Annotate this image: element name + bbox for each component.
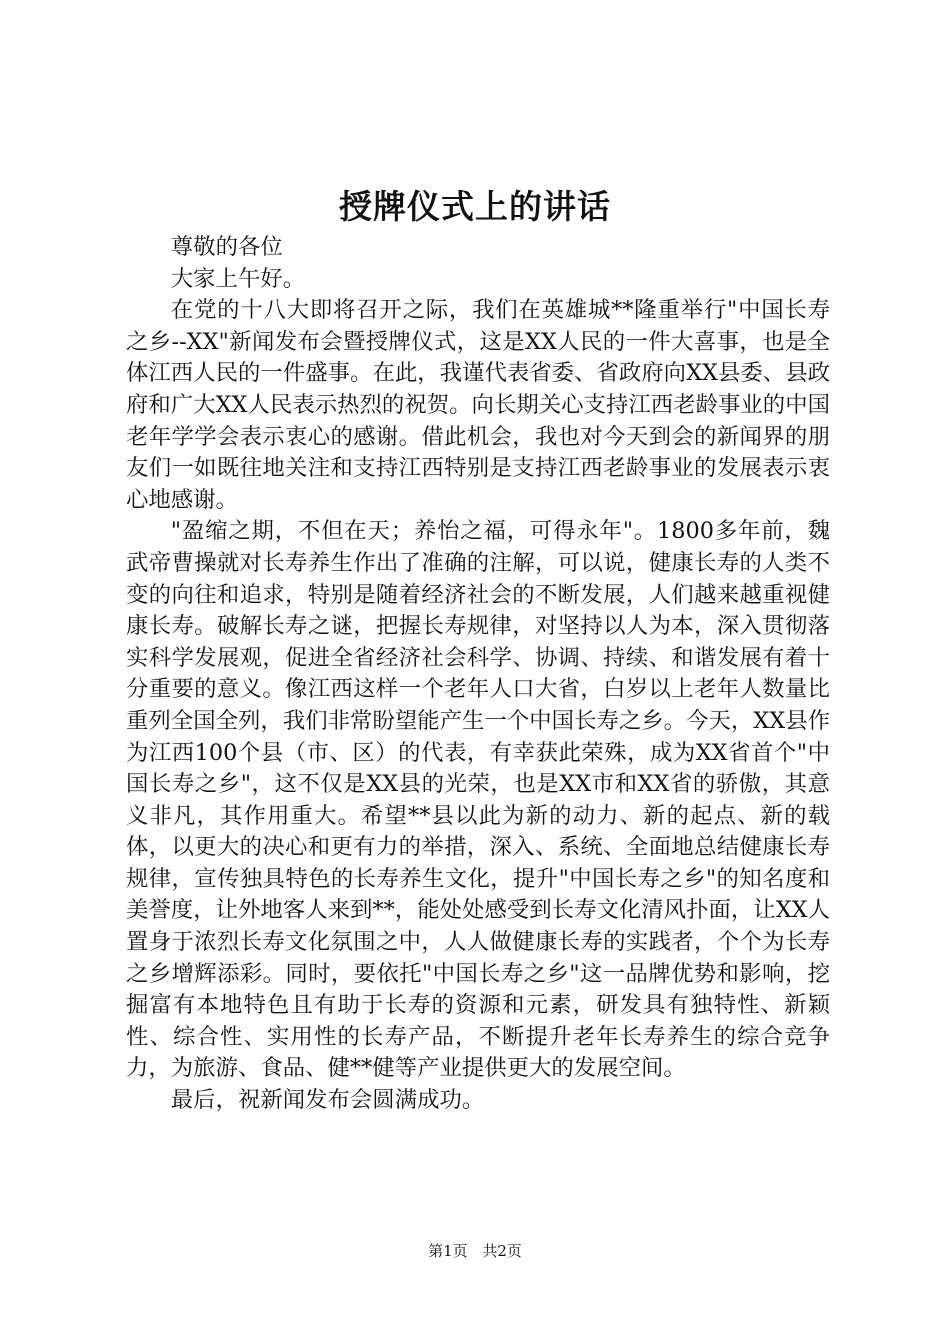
page-footer <box>0 1241 950 1261</box>
body-paragraph: 在党的十八大即将召开之际，我们在英雄城**隆重举行"中国长寿之乡--XX"新闻发布会暨授牌仪式，这是XX人民的一件大喜事，也是全体江西人民的一件盛事。在此，我谨代表省委、省政府向XX县委、县政府和广大XX人民表示热烈的祝贺。向长期关心支持江西老龄事业的中国老年学学会表示衷心的感谢。借此机会，我也对今天到会的新闻界的朋友们一如既往地关注和支持江西特别是支持江西老龄事业的发展表示衷心地感谢。 <box>126 297 830 513</box>
page-total: 共2页 <box>482 1242 522 1260</box>
body-paragraph: "盈缩之期，不但在天；养怡之福，可得永年"。1800多年前，魏武帝曹操就对长寿养生作出了准确的注解，可以说，健康长寿的人类不变的向往和追求，特别是随着经济社会的不断发展，人们越来越重视健康长寿。破解长寿之谜，把握长寿规律，对坚持以人为本，深入贯彻落实科学发展观，促进全省经济社会科学、协调、持续、和谐发展有着十分重要的意义。像江西这样一个老年人口大省，白岁以上老年人数量比重列全国全列，我们非常盼望能产生一个中国长寿之乡。今天，XX县作为江西100个县（市、区）的代表，有幸获此荣殊，成为XX省首个"中国长寿之乡"，这不仅是XX县的光荣，也是XX市和XX省的骄傲，其意义非凡，其作用重大。希望**县以此为新的动力、新的起点、新的载体，以更大的决心和更有力的举措，深入、系统、全面地总结健康长寿规律，宣传独具特色的长寿养生文化，提升"中国长寿之乡"的知名度和美誉度，让外地客人来到**，能处处感受到长寿文化清风扑面，让XX人置身于浓烈长寿文化氛围之中，人人做健康长寿的实践者，个个为长寿之乡增辉添彩。同时，要依托"中国长寿之乡"这一品牌优势和影响，挖掘富有本地特色且有助于长寿的资源和元素，研发具有独特性、新颖性、综合性、实用性的长寿产品，不断提升老年长寿养生的综合竞争力，为旅游、食品、健**健等产业提供更大的发展空间。 <box>126 518 830 1082</box>
page-number: 第1页 <box>428 1242 468 1260</box>
document-body <box>126 232 830 1117</box>
closing-paragraph: 最后，祝新闻发布会圆满成功。 <box>170 1087 485 1114</box>
document-title: 授牌仪式上的讲话 <box>339 187 611 226</box>
salutation-paragraph: 尊敬的各位 <box>170 234 283 260</box>
greeting-paragraph: 大家上午好。 <box>170 265 306 292</box>
